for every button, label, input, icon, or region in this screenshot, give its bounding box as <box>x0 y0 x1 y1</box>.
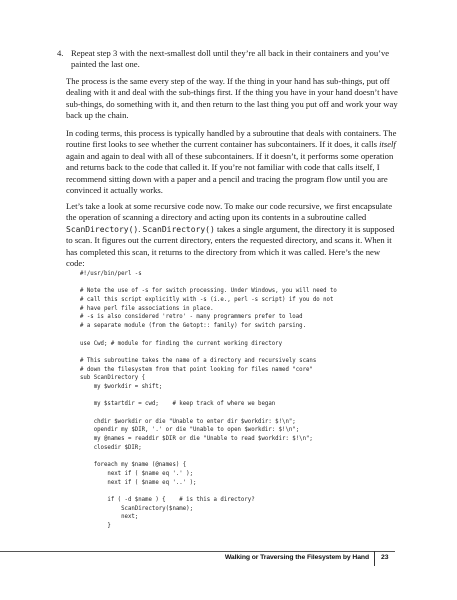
code-line: my @names = readdir $DIR or die "Unable to read $workdir: $!\n"; <box>80 436 313 443</box>
code-line <box>80 331 410 340</box>
code-line: my $workdir = shift; <box>80 383 163 390</box>
footer-rule <box>0 551 395 552</box>
code-line: # This subroutine takes the name of a directory and recursively scans <box>80 357 317 364</box>
code-line: next if ( $name eq '.' ); <box>80 470 193 477</box>
paragraph-coding-terms-text-b: again and again to deal with all of these subcontainers. If it doesn’t, it performs some operation and returns back to the code that called it. If you’re not familiar with code that calls itself, I recommend sitting down with a paper and a pencil and tracing the program flow until you are convinced it actually works. <box>66 150 394 196</box>
page-number: 23 <box>381 554 389 561</box>
code-line: #!/usr/bin/perl -s <box>80 271 142 277</box>
code-line: opendir my $DIR, '.' or die "Unable to open $workdir: $!\n"; <box>80 427 300 434</box>
code-line: # -s is also considered 'retro' - many programmers prefer to load <box>80 314 303 321</box>
code-line: my $startdir = cwd; # keep track of where we began <box>80 401 276 408</box>
paragraph-process-text: The process is the same every step of the way. If the thing in your hand has sub-things, put off dealing with it and deal with the sub-things first. If the thing you have in your hand doesn’t have sub-things, do something with it, and then return to the last thing you put off and work your way back up the chain. <box>66 76 398 121</box>
code-line: # a separate module (from the Getopt:: family) for switch parsing. <box>80 323 306 330</box>
code-line <box>80 348 410 357</box>
code-line: use Cwd; # module for finding the current working directory <box>80 340 283 347</box>
paragraph-process <box>66 76 398 122</box>
paragraph-coding-terms-emphasis: itself <box>379 139 396 150</box>
code-line: closedir $DIR; <box>80 444 142 451</box>
code-listing <box>80 270 410 531</box>
code-line <box>80 487 410 496</box>
paragraph-coding-terms-text-a: In coding terms, this process is typically handled by a subroutine that deals with containers. The routine first looks to see whether the current container has subcontainers. If it does, it calls <box>66 128 397 150</box>
code-line: # Note the use of -s for switch processing. Under Windows, you will need to <box>80 288 337 295</box>
code-line: } <box>80 522 111 529</box>
list-item-text: Repeat step 3 with the next-smallest doll until they’re all back in their containers and you’ve painted the last one. <box>71 48 390 70</box>
list-item-number: 4. <box>57 48 64 58</box>
inline-code-scandirectory-2: ScanDirectory() <box>142 224 215 234</box>
code-line: next if ( $name eq '..' ); <box>80 479 197 486</box>
code-line: chdir $workdir or die "Unable to enter dir $workdir: $!\n"; <box>80 418 296 425</box>
numbered-list-item <box>57 48 397 71</box>
paragraph-coding-terms <box>66 128 398 196</box>
inline-code-scandirectory-1: ScanDirectory() <box>66 224 139 234</box>
code-line <box>80 409 410 418</box>
running-footer-title: Walking or Traversing the Filesystem by Hand <box>224 554 369 561</box>
paragraph-recursive-code <box>66 201 398 269</box>
code-line: next; <box>80 514 139 521</box>
code-line: # have perl file associations in place. <box>80 305 214 312</box>
code-line: ScanDirectory($name); <box>80 505 193 512</box>
code-line <box>80 452 410 461</box>
code-line: # call this script explicitly with -s (i.e., perl -s script) if you do not <box>80 297 334 304</box>
code-line: if ( -d $name ) { # is this a directory? <box>80 496 255 503</box>
paragraph-recursive-code-text-a: Let’s take a look at some recursive code now. To make our code recursive, we first encapsulate the operation of scanning a directory and acting upon its contents in a subroutine called <box>66 201 393 223</box>
paragraph-recursive-code-text-b: . <box>138 223 143 234</box>
code-line <box>80 392 410 401</box>
paragraph-recursive-code-text-c: takes a single argument, the directory it is supposed to scan. It figures out the current directory, enters the requested directory, and scans it. When it has completed this scan, it returns to the directory from which it was called. Here’s the new code: <box>66 223 395 269</box>
code-line: # down the filesystem from that point looking for files named "core" <box>80 366 313 373</box>
code-line <box>80 279 410 288</box>
footer-separator <box>374 551 375 566</box>
code-line: foreach my $name (@names) { <box>80 462 187 469</box>
code-line: sub ScanDirectory { <box>80 375 146 382</box>
